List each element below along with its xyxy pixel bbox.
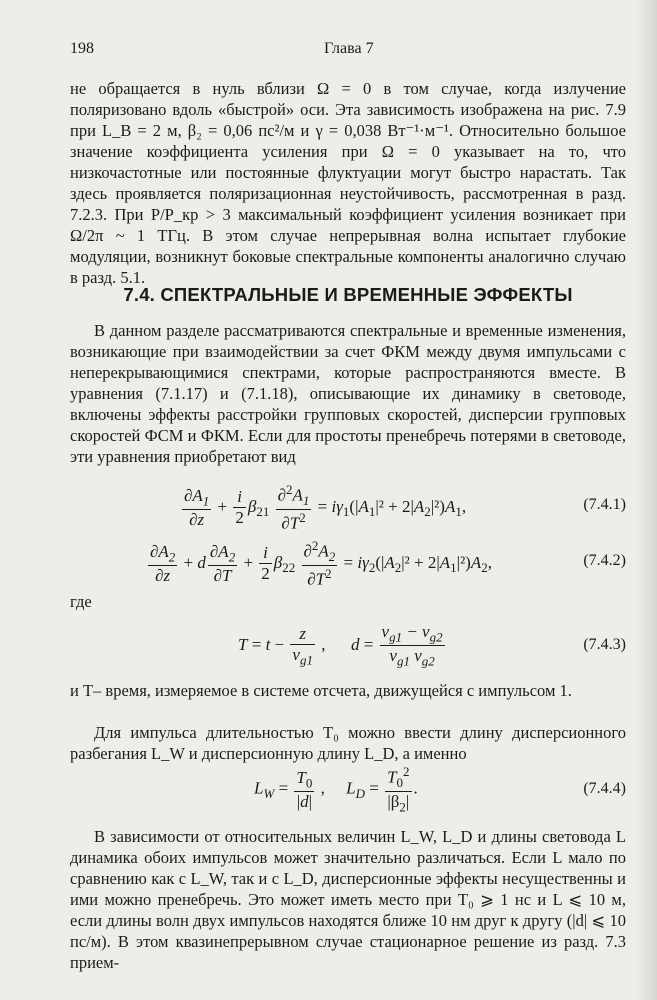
where-label: где [70,592,92,611]
equation-number-2: (7.4.2) [583,552,626,569]
section-title: 7.4. СПЕКТРАЛЬНЫЕ И ВРЕМЕННЫЕ ЭФФЕКТЫ [123,284,573,305]
paragraph-top [70,78,626,288]
equation-7-4-4 [70,764,626,820]
paragraph-bottom [70,826,626,973]
paragraph-top-text: не обращается в нуль вблизи Ω = 0 в том случае, когда излучение поляризовано вдоль «быстрой» оси. Эта зависимость изображена на рис. 7.9 при L_B = 2 м, β₂ = 0,06 пс²/м и γ = 0,038 Вт⁻¹·м⁻¹. Относительно большое значение коэффициента усиления при Ω = 0 указывает на то, что низкочастотные или постоянные флуктуации могут быстро нарастать. Так здесь проявляется поляризационная неустойчивость, рассмотренная в разд. 7.2.3. При P/P_кр > 3 максимальный коэффициент усиления возникает при Ω/2π ~ 1 ТГц. В этом случае непрерывная волна испытает глубокие модуляции, возникнут боковые спектральные компоненты аналогично случаю в разд. 5.1. [70,79,626,287]
equation-7-4-4-formula: $L_W$ = $\frac{T_0}{|d|}$ , $L_D$ = $\frac{T_0^2}{|\beta_2|}$ . [254,764,418,815]
equation-number-1: (7.4.1) [583,496,626,513]
paragraph-lengths [70,722,626,764]
equation-number-4: (7.4.4) [583,780,626,797]
paragraph-intro [70,320,626,467]
page-number: 198 [70,40,94,57]
paragraph-bottom-text: В зависимости от относительных величин L_W, L_D и длины световода L динамика обоих импульсов может значительно различаться. Если L мало по сравнению как с L_W, так и с L_D, дисперсионные эффекты несущественны и ими можно пренебречь. Это может иметь место при T₀ ⩾ 1 нс и L ⩽ 10 м, если длины волн двух импульсов находятся ближе 10 нм друг к другу (|d| ⩽ 10 пс/м). В этом квазинепрерывном случае стационарное решение из разд. 7.3 прием- [70,827,626,972]
equation-number-3: (7.4.3) [583,636,626,653]
paragraph-t [70,680,626,701]
page-edge-shadow [635,0,657,1000]
chapter-title: Глава 7 [324,40,374,57]
equation-7-4-2 [70,538,626,590]
paragraph-intro-text: В данном разделе рассматриваются спектральные и временные изменения, возникающие при взаимодействии за счет ФКМ между двумя импульсами с неперекрывающимися спектрами, которые распространяются вместе. В уравнения (7.1.17) и (7.1.18), описывающие их динамику в световоде, включены эффекты расстройки групповых скоростей, дисперсии групповых скоростей ФСМ и ФКМ. Если для простоты пренебречь потерями в световоде, эти уравнения приобретают вид [70,321,626,466]
equation-7-4-3-formula: T = t − $\frac{z}{v_{g1}}$ , d = $\frac{v_{g1} - v_{g2}}{v_{g1} v_{g2}}$ [238,622,443,669]
equation-7-4-3 [70,622,626,674]
equation-7-4-1 [70,482,626,534]
equation-7-4-2-formula: $\frac{\partial A_2}{\partial z}$ + d $\frac{\partial A_2}{\partial T}$ + $\frac{i}{2}$ $\beta_{22}$ $\frac{\partial^2A_2}{\partial T^2}$ = $i\gamma_2(|A_2|^2 + 2|A_1|^2)A_2$, [150,538,492,589]
equation-7-4-1-formula: $\frac{\partial A_1}{\partial z}$ + $\frac{i}{2}$ $\beta_{21}$ $\frac{\partial^2A_1}{\partial T^2}$ = $i\gamma_1(|A_1|^2 + 2|A_2|^2)A_1$, [184,482,467,533]
paragraph-lengths-text: Для импульса длительностью T₀ можно ввести длину дисперсионного разбегания L_W и дисперсионную длину L_D, а именно [70,723,626,763]
paragraph-t-text: и T– время, измеряемое в системе отсчета, движущейся с импульсом 1. [70,681,572,700]
